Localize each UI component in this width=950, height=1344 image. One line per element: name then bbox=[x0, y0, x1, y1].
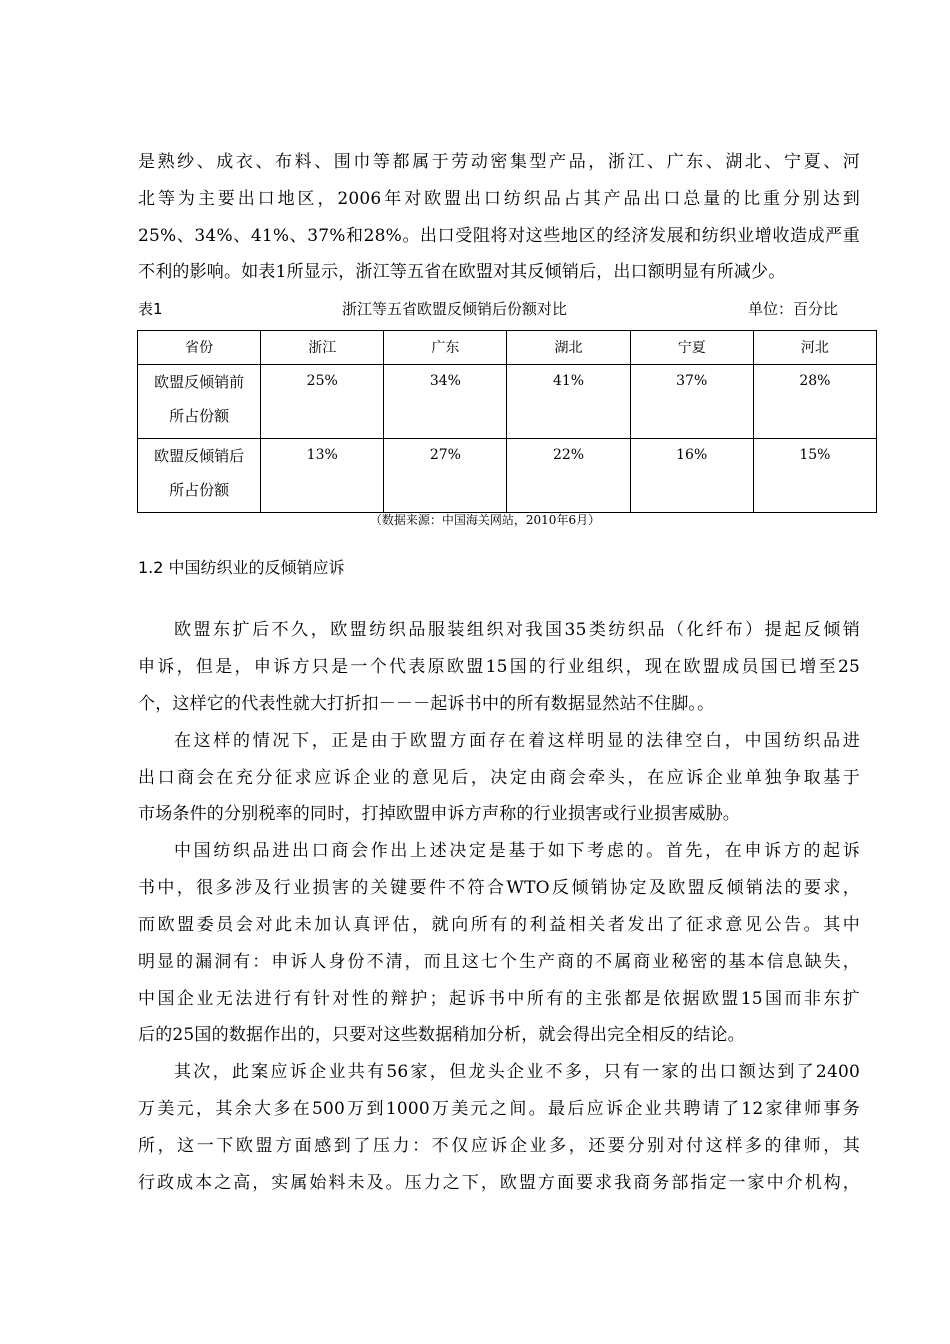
column-header: 河北 bbox=[753, 331, 876, 365]
intro-line: 是熟纱、成衣、布料、围巾等都属于劳动密集型产品，浙江、广东、湖北、宁夏、河 bbox=[138, 152, 860, 172]
section-heading: 1.2 中国纺织业的反倾销应诉 bbox=[138, 558, 345, 577]
data-source-note: （数据来源：中国海关网站，2010年6月） bbox=[369, 513, 601, 527]
paragraph-line: 而欧盟委员会对此未加认真评估，就向所有的利益相关者发出了征求意见公告。其中 bbox=[138, 915, 860, 935]
table-row bbox=[138, 439, 877, 513]
paragraph-line: 个，这样它的代表性就大打折扣－－－起诉书中的所有数据显然站不住脚。。 bbox=[138, 694, 715, 714]
table-unit: 单位：百分比 bbox=[747, 300, 838, 318]
paragraph-line: 欧盟东扩后不久，欧盟纺织品服装组织对我国35类纺织品（化纤布）提起反倾销 bbox=[174, 620, 860, 640]
paragraph-line: 中国企业无法进行有针对性的辩护；起诉书中所有的主张都是依据欧盟15国而非东扩 bbox=[138, 989, 860, 1009]
row-label bbox=[138, 365, 261, 439]
table-cell: 25% bbox=[261, 365, 384, 439]
table-cell: 13% bbox=[261, 439, 384, 513]
column-header: 浙江 bbox=[261, 331, 384, 365]
row-label bbox=[138, 439, 261, 513]
paragraph-line: 行政成本之高，实属始料未及。压力之下，欧盟方面要求我商务部指定一家中介机构， bbox=[138, 1173, 860, 1193]
paragraph-line: 在这样的情况下，正是由于欧盟方面存在着这样明显的法律空白，中国纺织品进 bbox=[174, 731, 860, 751]
intro-line: 25%、34%、41%、37%和28%。出口受阻将对这些地区的经济发展和纺织业增收造成严重 bbox=[138, 226, 860, 246]
paragraph-line: 中国纺织品进出口商会作出上述决定是基于如下考虑的。首先，在申诉方的起诉 bbox=[174, 841, 860, 861]
table-cell: 16% bbox=[630, 439, 753, 513]
table-number: 表1 bbox=[138, 300, 163, 318]
column-header: 省份 bbox=[138, 331, 261, 365]
row-label-line: 所占份额 bbox=[169, 481, 230, 499]
paragraph-line: 出口商会在充分征求应诉企业的意见后，决定由商会牵头，在应诉企业单独争取基于 bbox=[138, 768, 860, 788]
table-cell: 28% bbox=[753, 365, 876, 439]
table-row bbox=[138, 365, 877, 439]
intro-line: 北等为主要出口地区，2006年对欧盟出口纺织品占其产品出口总量的比重分别达到 bbox=[138, 189, 860, 209]
table-cell: 27% bbox=[384, 439, 507, 513]
table-title: 浙江等五省欧盟反倾销后份额对比 bbox=[342, 300, 568, 318]
table-header-row bbox=[138, 331, 877, 365]
table-cell: 37% bbox=[630, 365, 753, 439]
table-cell: 22% bbox=[507, 439, 630, 513]
column-header: 广东 bbox=[384, 331, 507, 365]
column-header: 宁夏 bbox=[630, 331, 753, 365]
paragraph-line: 市场条件的分别税率的同时，打掉欧盟申诉方声称的行业损害或行业损害威胁。 bbox=[138, 804, 740, 824]
paragraph-line: 书中，很多涉及行业损害的关键要件不符合WTO反倾销协定及欧盟反倾销法的要求， bbox=[138, 878, 860, 898]
row-label-line: 欧盟反倾销前 bbox=[154, 373, 245, 391]
paragraph-line: 其次，此案应诉企业共有56家，但龙头企业不多，只有一家的出口额达到了2400 bbox=[174, 1062, 860, 1082]
row-label-line: 所占份额 bbox=[169, 407, 230, 425]
table-caption bbox=[138, 298, 838, 320]
comparison-table bbox=[137, 330, 877, 513]
column-header: 湖北 bbox=[507, 331, 630, 365]
table-cell: 34% bbox=[384, 365, 507, 439]
paragraph-line: 申诉，但是，申诉方只是一个代表原欧盟15国的行业组织，现在欧盟成员国已增至25 bbox=[138, 657, 860, 677]
paragraph-line: 明显的漏洞有：申诉人身份不清，而且这七个生产商的不属商业秘密的基本信息缺失， bbox=[138, 952, 860, 972]
row-label-line: 欧盟反倾销后 bbox=[154, 447, 245, 465]
table-cell: 41% bbox=[507, 365, 630, 439]
intro-line: 不利的影响。如表1所显示，浙江等五省在欧盟对其反倾销后，出口额明显有所减少。 bbox=[138, 262, 786, 282]
table-cell: 15% bbox=[753, 439, 876, 513]
paragraph-line: 后的25国的数据作出的，只要对这些数据稍加分析，就会得出完全相反的结论。 bbox=[138, 1025, 745, 1045]
paragraph-line: 万美元，其余大多在500万到1000万美元之间。最后应诉企业共聘请了12家律师事务 bbox=[138, 1099, 860, 1119]
paragraph-line: 所，这一下欧盟方面感到了压力：不仅应诉企业多，还要分别对付这样多的律师，其 bbox=[138, 1136, 860, 1156]
